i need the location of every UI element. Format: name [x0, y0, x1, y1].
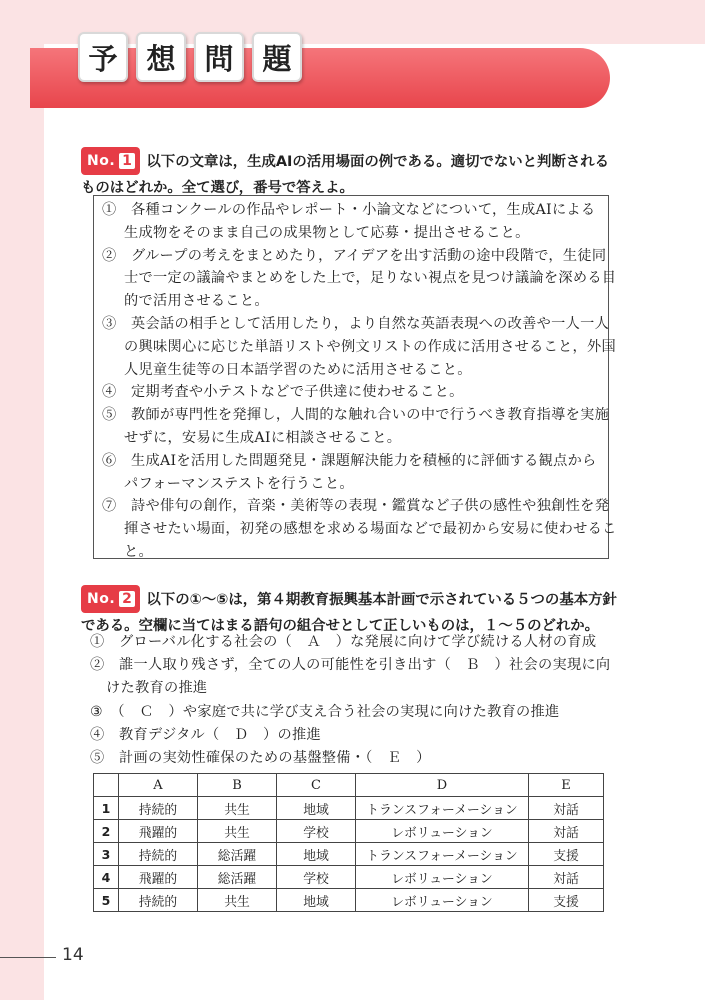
page-number-rule — [0, 957, 56, 958]
table-row — [94, 797, 604, 820]
list-item: ② 誰一人取り残さず，全ての人の可能性を引き出す（ Ｂ ）社会の実現に向 — [90, 657, 611, 674]
table-cell: 地域 — [277, 797, 356, 820]
list-item-cont: けた教育の推進 — [106, 680, 208, 697]
table-cell: 対話 — [529, 797, 604, 820]
list-item: ③ 英会話の相手として活用したり，より自然な英語表現への改善や一人一人 の興味関心に応じた単語リストや例文リストの作成に活用させること，外国 人児童生徒等の日本語学習のために活用させること。 — [102, 315, 617, 378]
table-header: B — [198, 774, 277, 797]
option-number: 5 — [94, 889, 119, 912]
list-item: ② グループの考えをまとめたり，アイデアを出す活動の途中段階で，生徒同 士で一定の議論やまとめをした上で，足りない視点を見つけ議論を深める目 的で活用させること。 — [102, 247, 617, 310]
table-cell: 地域 — [277, 889, 356, 912]
table-cell: 飛躍的 — [119, 866, 198, 889]
list-item: ⑦ 詩や俳句の創作，音楽・美術等の表現・鑑賞など子供の感性や独創性を発 揮させたい場面，初発の感想を求める場面などで最初から安易に使わせるこ と。 — [102, 498, 617, 560]
list-item: ① グローバル化する社会の（ Ａ ）な発展に向けて学び続ける人材の育成 — [90, 634, 597, 650]
table-cell: 共生 — [198, 797, 277, 820]
table-cell: 共生 — [198, 820, 277, 843]
table-cell: 持続的 — [119, 889, 198, 912]
list-item: ③ （ Ｃ ）や家庭で共に学び支え合う社会の実現に向けた教育の推進 — [90, 703, 560, 720]
title-char-box: 題 — [252, 32, 302, 82]
title-char-box: 問 — [194, 32, 244, 82]
question-text: 以下の文章は，生成AIの活用場面の例である。適切でないと判断される — [146, 154, 610, 170]
table-cell: レボリューション — [356, 889, 529, 912]
list-item: ⑥ 生成AIを活用した問題発見・課題解決能力を積極的に評価する観点から パフォーマンステストを行うこと。 — [102, 452, 597, 492]
policy-list — [90, 631, 630, 770]
list-item: ④ 定期考査や小テストなどで子供達に使わせること。 — [102, 384, 464, 401]
option-number: 1 — [94, 797, 119, 820]
table-cell: レボリューション — [356, 820, 529, 843]
option-number: 4 — [94, 866, 119, 889]
table-row — [94, 820, 604, 843]
question-badge: No. 1 — [81, 147, 140, 175]
list-item: ① 各種コンクールの作品やレポート・小論文などについて，生成AIによる 生成物をそのまま自己の成果物として応募・提出させること。 — [102, 202, 596, 241]
table-header: C — [277, 774, 356, 797]
option-number: 2 — [94, 820, 119, 843]
answer-table — [93, 773, 604, 912]
table-cell: 支援 — [529, 889, 604, 912]
table-header — [94, 774, 119, 797]
table-cell: 地域 — [277, 843, 356, 866]
table-cell: 学校 — [277, 866, 356, 889]
list-item: ⑤ 教師が専門性を発揮し，人間的な触れ合いの中で行うべき教育指導を実施 せずに，安易に生成AIに相談させること。 — [102, 407, 610, 446]
question-1 — [81, 147, 641, 201]
table-header: A — [119, 774, 198, 797]
table-cell: 飛躍的 — [119, 820, 198, 843]
table-header-row — [94, 774, 604, 797]
table-cell: 対話 — [529, 866, 604, 889]
table-cell: 持続的 — [119, 797, 198, 820]
table-header: E — [529, 774, 604, 797]
table-row — [94, 866, 604, 889]
table-cell: 持続的 — [119, 843, 198, 866]
page-number-text: 14 — [62, 945, 84, 965]
title-char-box: 予 — [78, 32, 128, 82]
question-text: 以下の①～⑤は，第４期教育振興基本計画で示されている５つの基本方針 — [146, 592, 617, 608]
option-number: 3 — [94, 843, 119, 866]
question-text: である。空欄に当てはまる語句の組合せとして正しいものは，１～５のどれか。 — [81, 618, 600, 634]
list-item: ④ 教育デジタル（ Ｄ ）の推進 — [90, 726, 321, 743]
table-cell: 支援 — [529, 843, 604, 866]
title-char-box: 想 — [136, 32, 186, 82]
table-row — [94, 889, 604, 912]
question-badge: No. 2 — [81, 585, 140, 613]
table-cell: 学校 — [277, 820, 356, 843]
table-cell: 総活躍 — [198, 843, 277, 866]
table-cell: トランスフォーメーション — [356, 843, 529, 866]
table-cell: 総活躍 — [198, 866, 277, 889]
table-cell: 共生 — [198, 889, 277, 912]
table-cell: レボリューション — [356, 866, 529, 889]
table-row — [94, 843, 604, 866]
table-cell: トランスフォーメーション — [356, 797, 529, 820]
table-header: D — [356, 774, 529, 797]
statements-box — [93, 195, 617, 560]
list-item: ⑤ 計画の実効性確保のための基盤整備・（ Ｅ ） — [90, 750, 431, 767]
table-cell: 対話 — [529, 820, 604, 843]
question-text: ものはどれか。全て選び，番号で答えよ。 — [81, 180, 354, 196]
